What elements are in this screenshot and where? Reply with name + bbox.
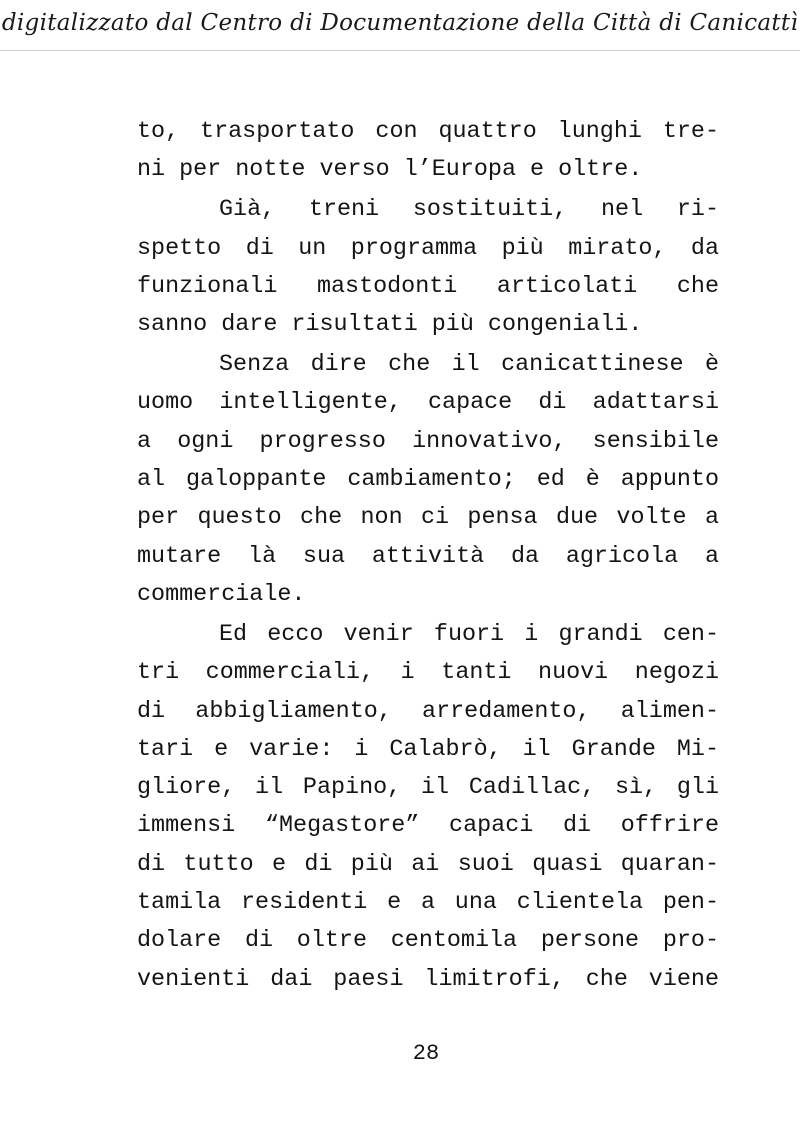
text-line: tari e varie: i Calabrò, il Grande Mi- bbox=[137, 736, 719, 763]
paragraph bbox=[137, 113, 719, 190]
text-line: dolare di oltre centomila persone pro- bbox=[137, 928, 719, 955]
text-line: immensi “Megastore” capaci di offrire bbox=[137, 813, 719, 840]
text-line: to, trasportato con quattro lunghi tre- bbox=[137, 119, 719, 145]
text-line: per questo che non ci pensa due volte a bbox=[137, 505, 719, 532]
text-line: di tutto e di più ai suoi quasi quaran- bbox=[137, 851, 719, 878]
body-text bbox=[137, 113, 719, 999]
paragraph bbox=[137, 346, 719, 614]
paragraph bbox=[137, 191, 719, 344]
text-line: funzionali mastodonti articolati che bbox=[137, 273, 719, 300]
text-line: venienti dai paesi limitrofi, che viene bbox=[137, 966, 719, 993]
text-line: Senza dire che il canicattinese è bbox=[219, 352, 719, 379]
text-line: al galoppante cambiamento; ed è appunto bbox=[137, 467, 719, 494]
digitization-watermark: digitalizzato dal Centro di Documentazione della Città di Canicattì bbox=[1, 10, 799, 36]
text-line: tamila residenti e a una clientela pen- bbox=[137, 890, 719, 916]
text-line: uomo intelligente, capace di adattarsi bbox=[137, 390, 719, 417]
text-line: di abbigliamento, arredamento, alimen- bbox=[137, 698, 719, 725]
text-line: spetto di un programma più mirato, da bbox=[137, 235, 719, 262]
header-divider bbox=[0, 50, 800, 51]
text-line: ni per notte verso l’Europa e oltre. bbox=[137, 157, 643, 184]
text-line: a ogni progresso innovativo, sensibile bbox=[137, 428, 719, 455]
paragraph bbox=[137, 616, 719, 999]
text-line: Già, treni sostituiti, nel ri- bbox=[219, 197, 719, 224]
text-line: tri commerciali, i tanti nuovi negozi bbox=[137, 660, 719, 687]
text-line: commerciale. bbox=[137, 581, 306, 608]
text-line: Ed ecco venir fuori i grandi cen- bbox=[219, 621, 719, 648]
page-number: 28 bbox=[412, 1041, 440, 1066]
text-line: gliore, il Papino, il Cadillac, sì, gli bbox=[137, 775, 719, 802]
text-line: mutare là sua attività da agricola a bbox=[137, 543, 719, 570]
text-line: sanno dare risultati più congeniali. bbox=[137, 312, 643, 339]
